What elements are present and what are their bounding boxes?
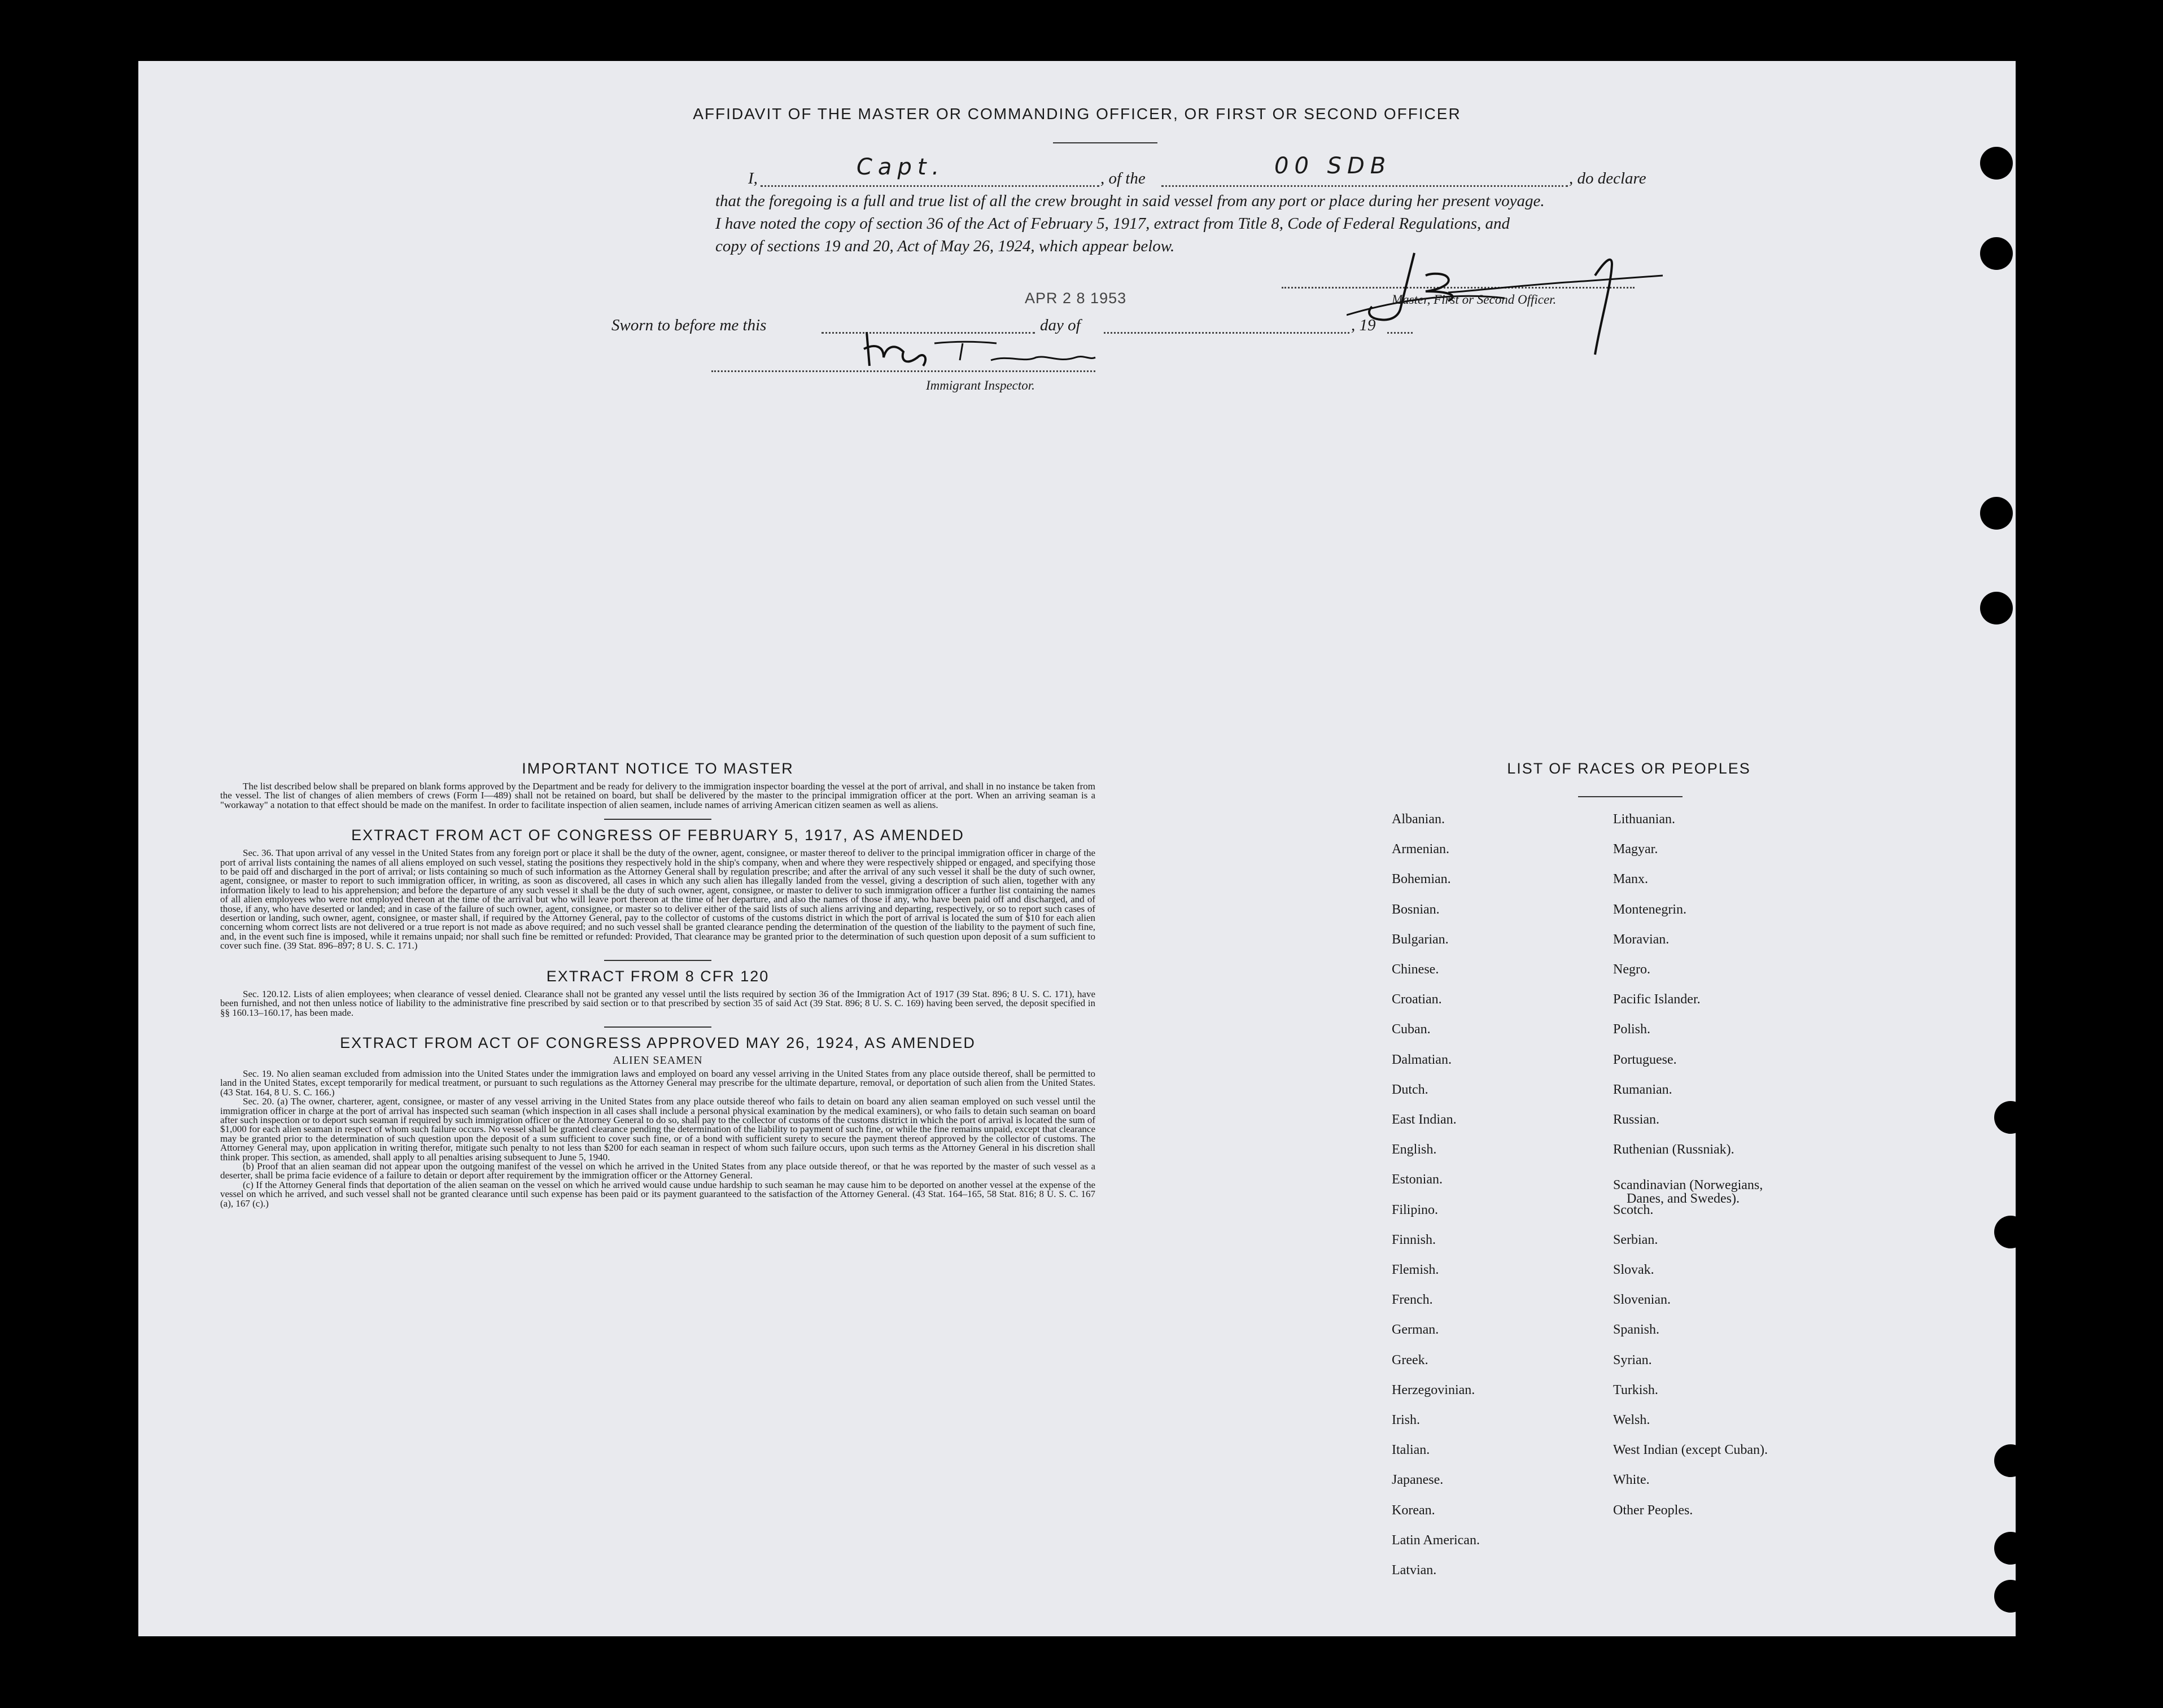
declaration-line-4: copy of sections 19 and 20, Act of May 26, 1924, which appear below. <box>715 237 1175 255</box>
race-item: Polish. <box>1613 1022 1651 1037</box>
section-divider <box>604 960 711 961</box>
race-item: Korean. <box>1392 1502 1435 1518</box>
handwritten-vessel: 00 SDB <box>1274 153 1392 179</box>
race-item: Irish. <box>1392 1413 1420 1427</box>
document-page <box>138 61 2016 1636</box>
race-item: Cuban. <box>1392 1022 1431 1037</box>
left-legal-column <box>220 760 1095 1208</box>
race-item: Greek. <box>1392 1352 1428 1368</box>
extract-1917-heading: EXTRACT FROM ACT OF CONGRESS OF FEBRUARY 5, 1917, AS AMENDED <box>351 827 964 844</box>
race-item: Bulgarian. <box>1392 932 1449 947</box>
sworn-month-line <box>1104 332 1349 334</box>
sec-20c-paragraph: (c) If the Attorney General finds that deportation of the alien seaman on the vessel on which he arrived would cause undue hardship to such seaman he may cause him to be deported on another vessel at the expense of the vessel on which he arrived, and such vessel shall not be granted clearance until such expense has been paid or its payment guaranteed to the satisfaction of the Attorney General. (43 Stat. 164–165, 58 Stat. 816; 8 U. S. C. 167 (a), 167 (c).) <box>220 1179 1095 1209</box>
do-declare-label: , do declare <box>1569 169 1646 187</box>
punch-hole <box>1980 147 2013 180</box>
race-item: Latin American. <box>1392 1532 1480 1548</box>
sec-19-paragraph: Sec. 19. No alien seaman excluded from admission into the United States under the immigration laws and employed on board any vessel arriving in the United States from any place outside thereof, shall be permitted to land in the United States, except temporarily for medical treatment, or pursuant to such regulations as the Attorney General may prescribe for the ultimate departure, removal, or deportation of such alien from the United States. (43 Stat. 164, 8 U. S. C. 166.) <box>220 1068 1095 1098</box>
race-item: Filipino. <box>1392 1202 1439 1217</box>
year-label: , 19 <box>1351 316 1376 334</box>
day-of-label: day of <box>1040 316 1081 334</box>
race-item: Moravian. <box>1613 932 1670 947</box>
master-caption: Master, First or Second Officer. <box>1392 292 1557 307</box>
race-item: Italian. <box>1392 1443 1430 1458</box>
sec-20b-paragraph: (b) Proof that an alien seaman did not appear upon the outgoing manifest of the vessel on which he arrived in the United States from any place outside thereof, or that he was reported by the master of such vessel as a deserter, shall be prima facie evidence of a failure to detain or deport after requirement by the immigration officer or the Attorney General. <box>220 1160 1095 1181</box>
punch-hole <box>1994 1580 2027 1613</box>
race-item: Chinese. <box>1392 962 1439 977</box>
punch-hole <box>1994 1216 2027 1248</box>
notice-heading: IMPORTANT NOTICE TO MASTER <box>522 760 794 777</box>
race-item: Portuguese. <box>1613 1052 1677 1067</box>
race-item: Montenegrin. <box>1613 902 1686 917</box>
declaration-i: I, <box>748 169 758 187</box>
race-item: Pacific Islander. <box>1613 992 1701 1007</box>
sworn-label: Sworn to before me this <box>611 316 767 334</box>
date-stamp: APR 2 8 1953 <box>1025 290 1127 307</box>
declaration-line-1 <box>574 153 1774 190</box>
section-divider <box>604 819 711 820</box>
handwritten-name: Capt. <box>857 154 945 180</box>
race-item: Flemish. <box>1392 1263 1439 1277</box>
extract-cfr-heading: EXTRACT FROM 8 CFR 120 <box>546 967 770 985</box>
race-item: Latvian. <box>1392 1563 1437 1578</box>
race-item: Finnish. <box>1392 1232 1436 1247</box>
race-item: Slovak. <box>1613 1263 1654 1277</box>
race-item: English. <box>1392 1142 1437 1157</box>
race-item: Syrian. <box>1613 1352 1652 1368</box>
race-item: Albanian. <box>1392 812 1445 827</box>
notice-body: The list described below shall be prepared on blank forms approved by the Department and be ready for delivery to the immigration inspector boarding the vessel at the port of arrival, and shall in no instance be taken from the vessel. The list of changes of alien members of crews (Form I—489) shall not be retained on board, but shall be delivered by the master to the principal immigration officer at the port. When an arriving seaman is a "workaway" a notation to that effect should be made on the manifest. In order to facilitate inspection of alien seamen, include names of arriving American citizen seamen as well as aliens. <box>220 781 1095 810</box>
races-heading: LIST OF RACES OR PEOPLES <box>1507 760 1751 777</box>
inspector-signature <box>861 326 1098 377</box>
race-item: Manx. <box>1613 872 1648 887</box>
punch-hole <box>1980 592 2013 624</box>
race-item: Spanish. <box>1613 1322 1660 1338</box>
race-item: Croatian. <box>1392 992 1442 1007</box>
punch-hole <box>1994 1101 2027 1134</box>
race-item: Estonian. <box>1392 1172 1443 1187</box>
race-item: East Indian. <box>1392 1112 1457 1127</box>
punch-hole <box>1980 497 2013 530</box>
race-item: Other Peoples. <box>1613 1502 1693 1518</box>
race-item: Russian. <box>1613 1112 1660 1127</box>
race-item: Japanese. <box>1392 1473 1444 1488</box>
race-item: Dalmatian. <box>1392 1052 1452 1067</box>
declaration-line-3: I have noted the copy of section 36 of the Act of February 5, 1917, extract from Title 8, Code of Federal Regulations, and <box>715 215 1510 233</box>
declaration-line-2: that the foregoing is a full and true list of all the crew brought in said vessel from any port or place during her present voyage. <box>715 192 1545 210</box>
punch-hole <box>1980 237 2013 270</box>
race-item: Scotch. <box>1613 1202 1654 1217</box>
race-item: Scandinavian (Norwegians, <box>1613 1178 1763 1193</box>
race-item: White. <box>1613 1473 1650 1488</box>
sworn-year-line <box>1387 332 1413 334</box>
race-item: Danes, and Swedes). <box>1627 1191 1740 1207</box>
punch-hole <box>1994 1444 2027 1477</box>
race-item: Rumanian. <box>1613 1082 1672 1097</box>
race-item: Dutch. <box>1392 1082 1428 1097</box>
punch-hole <box>1994 1532 2027 1565</box>
race-item: Herzegovinian. <box>1392 1382 1475 1397</box>
inspector-caption: Immigrant Inspector. <box>926 378 1035 392</box>
race-item: French. <box>1392 1292 1433 1308</box>
race-item: Turkish. <box>1613 1382 1658 1397</box>
vessel-fill-line <box>1161 185 1568 187</box>
alien-seamen-subheading: ALIEN SEAMEN <box>613 1054 703 1067</box>
race-item: Serbian. <box>1613 1232 1658 1247</box>
race-item: Bohemian. <box>1392 872 1451 887</box>
extract-1917-body: Sec. 36. That upon arrival of any vessel in the United States from any foreign port or place it shall be the duty of the owner, agent, consignee, or master thereof to deliver to the principal immigration officer in charge of the port of arrival lists containing the names of all aliens employed on such vessel, stating the positions they respectively hold in the ship's company, when and where they were respectively shipped or engaged, and specifying those to be paid off and discharged in the port of arrival; or lists containing so much of such information as the Attorney General shall by regulation prescribe; and after the arrival of any such vessel it shall be the duty of such owner, agent, consignee, or master to report to such immigration officer, in writing, as soon as discovered, all cases in which any such alien has illegally landed from the vessel, giving a description of such alien, together with any information likely to lead to his apprehension; and before the departure of any such vessel it shall be the duty of such owner, agent, consignee, or master to deliver to such immigration officer a further list containing the names of all alien employees who were not employed thereon at the time of the arrival but who will leave port thereon at the time of her departure, and also the names of those if any, who have been paid off and discharged, and of those, if any, who have deserted or landed; and in case of the failure of such owner, agent, consignee, or master so to deliver either of the said lists of such aliens arriving and departing, respectively, or so to report such cases of desertion or landing, such owner, agent, consignee, or master shall, if required by the Attorney General, pay to the collector of customs of the customs district in which the port of arrival is located the sum of $10 for each alien concerning whom correct lists are not delivered or a true report is not made as above required; and no such vessel shall be granted clearance pending the determination of the question of the liability to the payment of such fine, and, in the event such fine is imposed, while it remains unpaid; nor shall such fine be remitted or refunded: Provided, That clearance may be granted prior to the determination of such question upon deposit of a sum sufficient to cover such fine. (39 Stat. 896–897; 8 U. S. C. 171.) <box>220 848 1095 951</box>
races-divider <box>1578 796 1683 797</box>
race-item: Armenian. <box>1392 842 1449 857</box>
of-the-label: , of the <box>1100 169 1146 187</box>
race-item: West Indian (except Cuban). <box>1613 1443 1768 1458</box>
affidavit-title: AFFIDAVIT OF THE MASTER OR COMMANDING OFFICER, OR FIRST OR SECOND OFFICER <box>693 105 1461 123</box>
extract-1924-heading: EXTRACT FROM ACT OF CONGRESS APPROVED MAY 26, 1924, AS AMENDED <box>340 1034 976 1051</box>
sec-20a-paragraph: Sec. 20. (a) The owner, charterer, agent, consignee, or master of any vessel arriving in the United States from any place outside thereof who fails to detain on board any alien seaman employed on such vessel until the immigration officer in charge at the port of arrival has inspected such seaman (which inspection in all cases shall include a personal physical examination by the medical examiners), or who fails to detain such seaman on board after such inspection or to deport such seaman if required by such immigration officer or the Attorney General to do so, shall pay to the collector of customs of the customs district in which the port of arrival is located the sum of $1,000 for each alien seaman in respect of whom such failure occurs. No vessel shall be granted clearance pending the determination of the liability to payment of such fine, or while the fine remains unpaid, except that clearance may be granted prior to the determination of such question upon the deposit of a sum sufficient to cover such fine, or of a bond with sufficient surety to secure the payment thereof approved by the collector of customs. The Attorney General may, upon application in writing therefor, mitigate such penalty to not less than $200 for each seaman in respect of whom such failure occurs, upon such terms as the Attorney General in his discretion shall think proper. This section, as amended, shall apply to all penalties arising subsequent to June 5, 1940. <box>220 1096 1095 1163</box>
name-fill-line <box>761 185 1099 187</box>
race-item: Negro. <box>1613 962 1650 977</box>
title-underline <box>1053 142 1157 143</box>
race-item: Magyar. <box>1613 842 1658 857</box>
extract-cfr-body: Sec. 120.12. Lists of alien employees; when clearance of vessel denied. Clearance shall not be granted any vessel until the lists required by section 36 of the Immigration Act of 1917 (39 Stat. 896; 8 U. S. C. 171), have been furnished, and not then unless notice of liability to the administrative fine prescribed by said section or to that prescribed by section 35 of said Act (39 Stat. 896; 8 U. S. C. 169) having been served, the deposit specified in §§ 160.13–160.17, has been made. <box>220 988 1095 1018</box>
race-item: Ruthenian (Russniak). <box>1613 1142 1734 1157</box>
race-item: Lithuanian. <box>1613 812 1675 827</box>
race-item: Bosnian. <box>1392 902 1440 917</box>
race-item: Slovenian. <box>1613 1292 1671 1308</box>
race-item: German. <box>1392 1322 1439 1338</box>
race-item: Welsh. <box>1613 1413 1650 1427</box>
section-divider <box>604 1026 711 1028</box>
